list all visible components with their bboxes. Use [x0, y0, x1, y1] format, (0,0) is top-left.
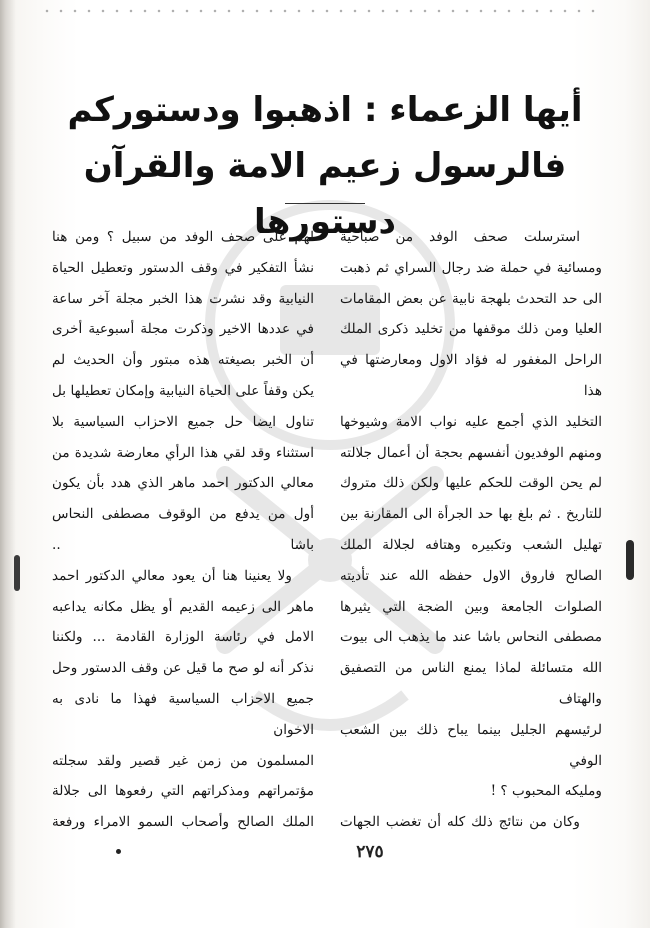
text-line: معالي الدكتور احمد ماهر الذي هدد بأن يكون [52, 475, 314, 492]
text-line: ومنهم الوفديون أنفسهم بحجة أن أعمال جلالته [340, 444, 602, 461]
text-line: الامل في رئاسة الوزارة القادمة ... ولكننا [52, 629, 314, 646]
right-column [340, 222, 602, 838]
text-line: المسلمون من زمن غير قصير ولقد سجلته [52, 752, 314, 769]
text-line: تناول ايضا حل جميع الاحزاب السياسية بلا [52, 413, 314, 430]
text-line: تهليل الشعب وتكبيره وهتافه لجلالة الملك [340, 536, 602, 553]
text-line: لم يحن الوقت للحكم عليها ولكن ذلك متروك [340, 475, 602, 492]
text-line: يكن وقفاً على الحياة النيابية وإمكان تعطيلها بل [52, 382, 314, 399]
text-line: استرسلت صحف الوفد من صباحية [340, 229, 580, 245]
text-line: الى حد التحدث بلهجة نابية عن بعض المقامات [340, 290, 602, 307]
article-title-line-1: أيها الزعماء : اذهبوا ودستوركم [67, 90, 583, 130]
text-line: ولا يعنينا هنا أن يعود معالي الدكتور احمد [52, 567, 292, 584]
text-line: مؤتمراتهم ومذكراتهم التي رفعوها الى جلالة [52, 783, 314, 800]
text-line: لرئيسهم الجليل بينما يباح ذلك بين الشعب الوفي [340, 721, 602, 769]
text-line: أن الخبر بصيغته هذه مبتور وأن الحديث لم [52, 352, 314, 369]
text-line: ومليكه المحبوب ؟ ! [490, 783, 602, 800]
title-divider [285, 203, 365, 204]
binding-mark-right [626, 540, 634, 580]
text-line: لهم على صحف الوفد من سبيل ؟ ومن هنا [52, 229, 314, 245]
text-line: الصالح فاروق الاول حفظه الله عند تأديته [340, 567, 602, 584]
text-line: جميع الاحزاب السياسية فهذا ما نادى به الاخوان [52, 690, 314, 738]
page-edge-shadow [0, 0, 16, 928]
text-line: للتاريخ . ثم بلغ بها حد الجرأة الى المقارنة بين [340, 506, 602, 523]
text-line: النيابية وقد نشرت هذا الخبر مجلة آخر ساعة [52, 290, 314, 307]
text-line: الراحل المغفور له فؤاد الاول ومعارضتها في هذا [340, 352, 602, 399]
article-title-line-2: فالرسول زعيم الامة والقرآن دستورها [83, 146, 567, 242]
page-top-perforation [40, 8, 600, 14]
text-line: العليا ومن ذلك موقفها من تخليد ذكرى الملك [340, 321, 602, 338]
binding-mark-left [14, 555, 20, 591]
text-line: نذكر أنه لو صح ما قيل عن وقف الدستور وحل [52, 660, 314, 677]
text-line: استثناء وقد لقي هذا الرأي معارضة شديدة من [52, 444, 314, 461]
text-line: التخليد الذي أجمع عليه نواب الامة وشيوخها [340, 413, 602, 430]
text-line: الله متسائلة لماذا يمنع الناس من التصفيق والهتاف [340, 660, 602, 707]
article-body [52, 222, 602, 838]
text-line: أول من يدفع من الوقوف مصطفى النحاس باشا .. [52, 506, 314, 553]
page-number: ٢٧٥ [356, 842, 384, 862]
ink-dot [116, 849, 121, 854]
text-line: الملك الصالح وأصحاب السمو الامراء ورفعة [52, 814, 314, 831]
text-line: ماهر الى زعيمه القديم أو يظل مكانه يداعبه [52, 598, 314, 615]
text-line: ومسائية في حملة ضد رجال السراي ثم ذهبت [340, 259, 602, 276]
text-line: وكان من نتائج ذلك كله أن تغضب الجهات [340, 814, 580, 831]
text-line: في عددها الاخير وذكرت مجلة أسبوعية أخرى [52, 321, 314, 338]
text-line: الصلوات الجامعة وبين الضجة التي يثيرها [340, 598, 602, 615]
text-line: مصطفى النحاس باشا عند ما يذهب الى بيوت [340, 629, 602, 646]
left-column [52, 222, 314, 838]
text-line: نشأ التفكير في وقف الدستور وتعطيل الحياة [52, 259, 314, 276]
